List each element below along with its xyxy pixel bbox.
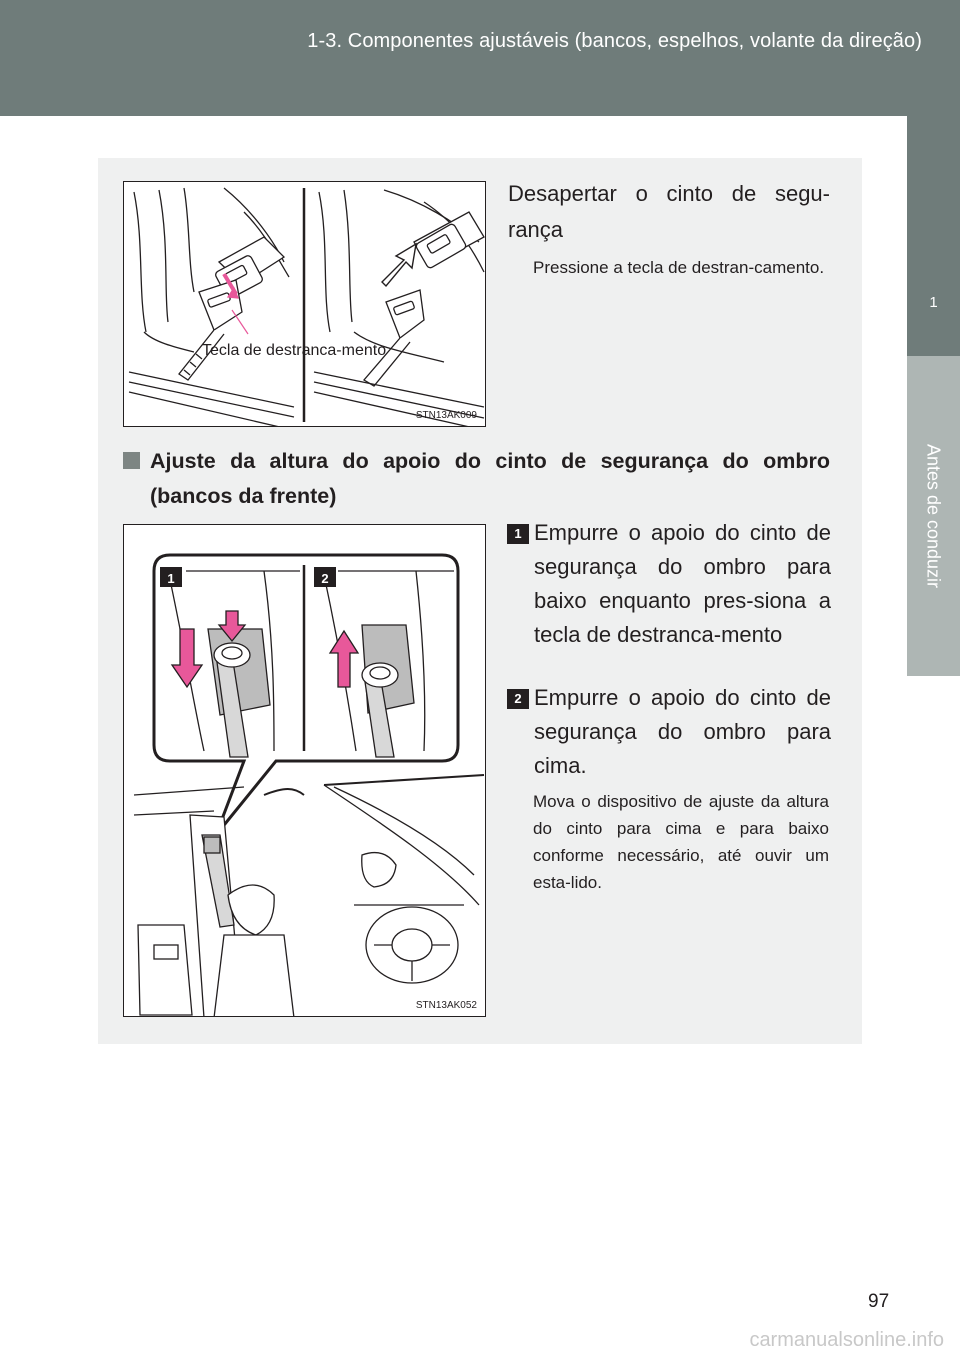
- shoulder-anchor-drawing: [124, 525, 486, 1017]
- step-2-text: Empurre o apoio do cinto de segurança do ombro para cima.: [534, 685, 831, 778]
- height-adjust-heading-text: Ajuste da altura do apoio do cinto de segurança do ombro (bancos da frente): [150, 449, 830, 508]
- chapter-number-tab: [907, 116, 960, 356]
- unlock-note: Pressione a tecla de destran-camento.: [533, 258, 825, 277]
- step-1: [507, 516, 831, 652]
- section-bullet-icon: [123, 452, 140, 469]
- seatbelt-unlock-illustration: [123, 181, 486, 427]
- figure-code: STN13AK052: [415, 1000, 477, 1011]
- figure-badge-1: 1: [167, 571, 175, 586]
- chapter-number: 1: [929, 294, 938, 311]
- unlock-key-label: Tecla de destranca-mento: [202, 342, 387, 359]
- figure-badge-2: 2: [321, 571, 329, 586]
- step-2-badge: 2: [507, 689, 529, 709]
- step-2: [507, 681, 831, 783]
- height-adjust-note: Mova o dispositivo de ajuste da altura do cinto para cima e para baixo conforme necessário, até ouvir um esta-lido.: [533, 792, 829, 892]
- section-title: 1-3. Componentes ajustáveis (bancos, espelhos, volante da direção): [307, 30, 922, 52]
- page-number: 97: [868, 1291, 890, 1312]
- seatbelt-unlock-drawing: [124, 182, 486, 427]
- height-adjust-heading: [123, 444, 830, 514]
- step-1-text: Empurre o apoio do cinto de segurança do ombro para baixo enquanto pres-siona a tecla de destranca-mento: [534, 520, 831, 647]
- chapter-name: Antes de conduzir: [923, 443, 944, 589]
- figure-code: STN13AK009: [415, 410, 477, 421]
- shoulder-anchor-illustration: [123, 524, 486, 1017]
- unlock-heading: Desapertar o cinto de segu-rança: [508, 181, 830, 242]
- watermark: carmanualsonline.info: [749, 1329, 944, 1351]
- page-header: [0, 0, 960, 116]
- chapter-name-tab: [907, 356, 960, 676]
- step-1-badge: 1: [507, 524, 529, 544]
